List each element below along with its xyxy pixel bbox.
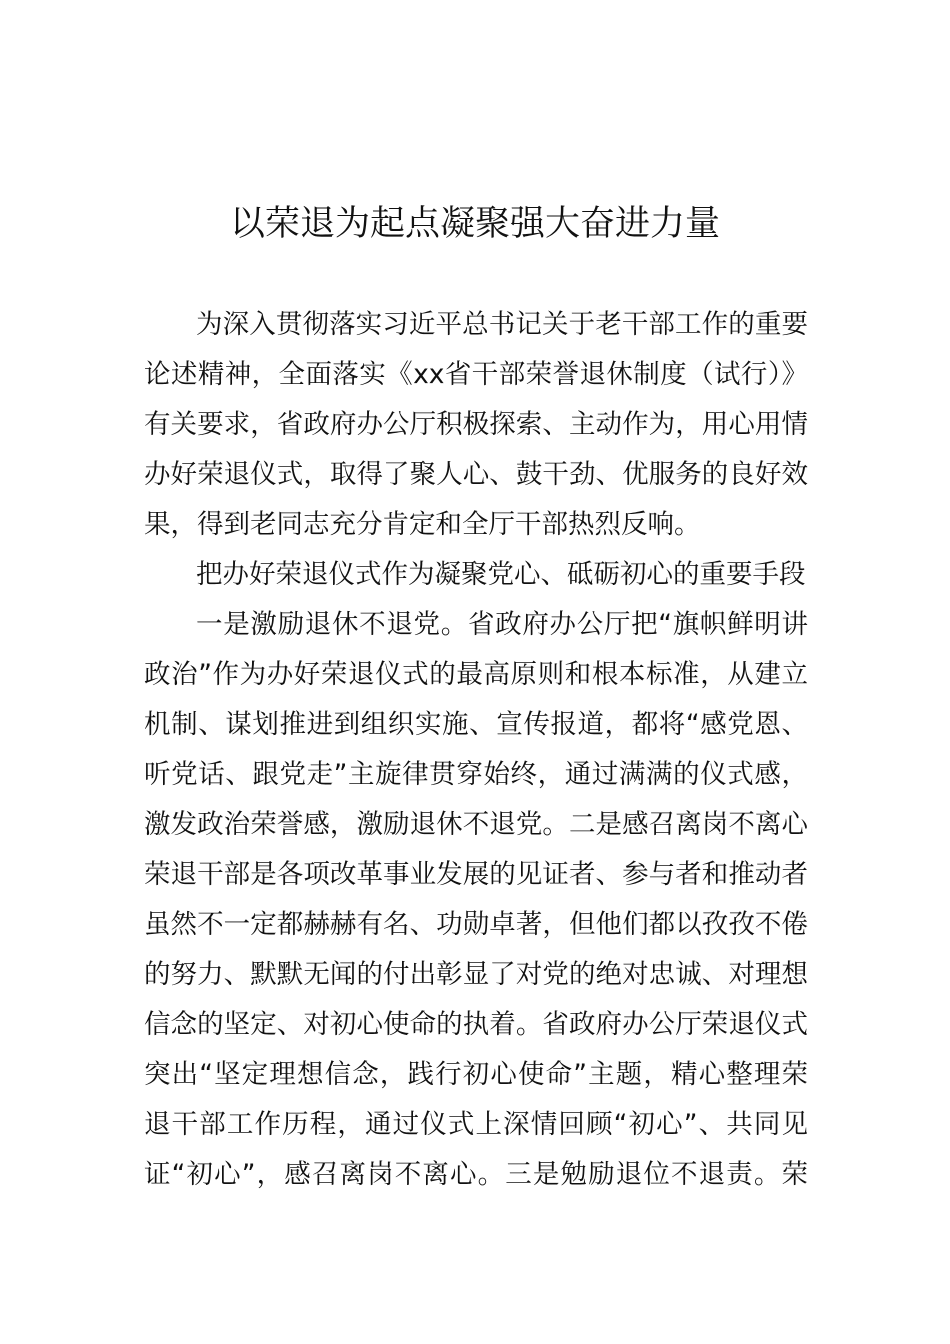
paragraph-line: 机制、谋划推进到组织实施、宣传报道，都将“感党恩、 [144,709,808,740]
paragraph-line: 为深入贯彻落实习近平总书记关于老干部工作的重要 [196,309,808,340]
paragraph-line: 激发政治荣誉感，激励退休不退党。二是感召离岗不离心 [144,809,808,840]
section-heading: 把办好荣退仪式作为凝聚党心、砥砺初心的重要手段 [196,559,806,590]
paragraph-line: 有关要求，省政府办公厅积极探索、主动作为，用心用情 [144,409,808,440]
document-body [144,300,808,1200]
paragraph-line: 政治”作为办好荣退仪式的最高原则和根本标准，从建立 [144,659,808,690]
paragraph-line: 突出“坚定理想信念，践行初心使命”主题，精心整理荣 [144,1059,808,1090]
paragraph-line: 虽然不一定都赫赫有名、功勋卓著，但他们都以孜孜不倦 [144,909,808,940]
paragraph-line: 一是激励退休不退党。省政府办公厅把“旗帜鲜明讲 [196,609,808,640]
paragraph-line: 论述精神，全面落实《xx省干部荣誉退休制度（试行）》 [144,359,808,390]
paragraph-line: 信念的坚定、对初心使命的执着。省政府办公厅荣退仪式 [144,1009,808,1040]
paragraph-line: 证“初心”，感召离岗不离心。三是勉励退位不退责。荣 [144,1159,808,1190]
paragraph-line: 荣退干部是各项改革事业发展的见证者、参与者和推动者 [144,859,808,890]
paragraph-line: 办好荣退仪式，取得了聚人心、鼓干劲、优服务的良好效 [144,459,808,490]
paragraph-line: 的努力、默默无闻的付出彰显了对党的绝对忠诚、对理想 [144,959,808,990]
paragraph-line: 果，得到老同志充分肯定和全厅干部热烈反响。 [144,509,701,540]
document-title: 以荣退为起点凝聚强大奋进力量 [229,204,720,244]
paragraph-line: 退干部工作历程，通过仪式上深情回顾“初心”、共同见 [144,1109,808,1140]
paragraph-line: 听党话、跟党走”主旋律贯穿始终，通过满满的仪式感， [144,759,808,790]
